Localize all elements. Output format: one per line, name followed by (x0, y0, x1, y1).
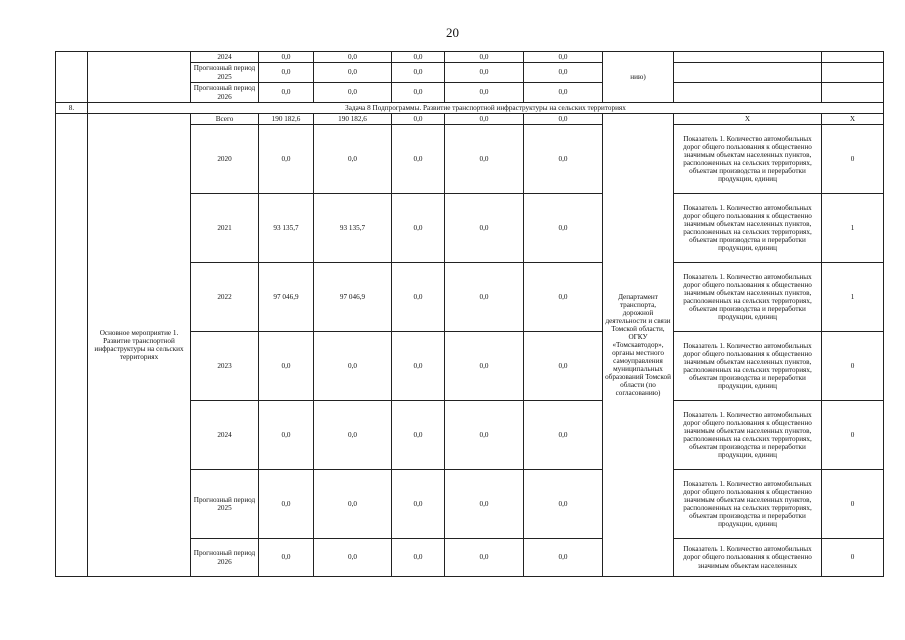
budget-cell: 0,0 (445, 194, 524, 263)
indicator-cell: Показатель 1. Количество автомобильных дорог общего пользования к общественно значимым объектам населенных пунктов, расположенных на сельских территориях, объектам производства и переработки продукции, единиц (674, 470, 822, 539)
budget-cell: 93 135,7 (314, 194, 392, 263)
budget-cell: 0,0 (445, 332, 524, 401)
indicator-value-cell: 0 (822, 470, 884, 539)
budget-cell: 0,0 (524, 332, 603, 401)
budget-cell: 0,0 (314, 539, 392, 577)
budget-cell: 0,0 (392, 263, 445, 332)
number-cell (56, 114, 88, 577)
year-cell: 2024 (191, 401, 259, 470)
indicator-cell: Показатель 1. Количество автомобильных дорог общего пользования к общественно значимым объектам населенных (674, 539, 822, 577)
number-cell (56, 52, 88, 103)
total-cell: 0,0 (259, 63, 314, 83)
indicator-value-cell: X (822, 114, 884, 125)
budget-cell: 0,0 (314, 332, 392, 401)
activity-name: Основное мероприятие 1. Развитие транспортной инфраструктуры на сельских территориях (88, 114, 191, 577)
budget-cell: 0,0 (314, 470, 392, 539)
indicator-value-cell: 1 (822, 194, 884, 263)
year-cell: 2024 (191, 52, 259, 63)
budget-cell: 0,0 (392, 401, 445, 470)
budget-cell: 97 046,9 (314, 263, 392, 332)
budget-cell: 0,0 (392, 194, 445, 263)
total-cell: 0,0 (259, 125, 314, 194)
budget-cell: 0,0 (445, 539, 524, 577)
total-cell: 93 135,7 (259, 194, 314, 263)
program-table (55, 51, 884, 577)
indicator-value-cell: 0 (822, 332, 884, 401)
budget-cell: 0,0 (392, 125, 445, 194)
indicator-value-cell: 1 (822, 263, 884, 332)
indicator-value-cell: 0 (822, 539, 884, 577)
executor-cell: Департамент транспорта, дорожной деятельности и связи Томской области, ОГКУ «Томскавтодор», органы местного самоуправления муниципальных образований Томской области (по согласованию) (603, 114, 674, 577)
total-cell: 0,0 (259, 332, 314, 401)
budget-cell: 0,0 (524, 263, 603, 332)
total-cell: 0,0 (259, 83, 314, 103)
total-cell: 0,0 (259, 539, 314, 577)
budget-cell: 0,0 (445, 401, 524, 470)
year-cell: Всего (191, 114, 259, 125)
budget-cell: 0,0 (314, 125, 392, 194)
budget-cell: 0,0 (445, 83, 524, 103)
indicator-cell (674, 52, 822, 63)
indicator-value-cell: 0 (822, 125, 884, 194)
indicator-cell: Показатель 1. Количество автомобильных дорог общего пользования к общественно значимым объектам населенных пунктов, расположенных на сельских территориях, объектам производства и переработки продукции, единиц (674, 194, 822, 263)
year-cell: 2023 (191, 332, 259, 401)
budget-cell: 0,0 (314, 52, 392, 63)
budget-cell: 0,0 (524, 470, 603, 539)
budget-cell: 0,0 (445, 263, 524, 332)
budget-cell: 0,0 (524, 83, 603, 103)
year-cell: 2021 (191, 194, 259, 263)
budget-cell: 0,0 (524, 194, 603, 263)
total-cell: 0,0 (259, 401, 314, 470)
budget-cell: 0,0 (445, 125, 524, 194)
total-cell: 0,0 (259, 52, 314, 63)
indicator-cell (674, 63, 822, 83)
indicator-value-cell (822, 52, 884, 63)
budget-cell: 0,0 (524, 125, 603, 194)
budget-cell: 0,0 (524, 52, 603, 63)
budget-cell: 0,0 (524, 539, 603, 577)
indicator-cell: Показатель 1. Количество автомобильных дорог общего пользования к общественно значимым объектам населенных пунктов, расположенных на сельских территориях, объектам производства и переработки продукции, единиц (674, 332, 822, 401)
indicator-cell: Показатель 1. Количество автомобильных дорог общего пользования к общественно значимым объектам населенных пунктов, расположенных на сельских территориях, объектам производства и переработки продукции, единиц (674, 263, 822, 332)
total-cell: 190 182,6 (259, 114, 314, 125)
indicator-value-cell (822, 83, 884, 103)
budget-cell: 0,0 (392, 52, 445, 63)
budget-cell: 0,0 (392, 332, 445, 401)
task-title: Задача 8 Подпрограммы. Развитие транспортной инфраструктуры на сельских территориях (88, 103, 884, 114)
budget-cell: 0,0 (314, 83, 392, 103)
task-row (56, 103, 884, 114)
year-cell: Прогнозный период 2025 (191, 470, 259, 539)
budget-cell: 0,0 (524, 114, 603, 125)
budget-cell: 0,0 (524, 63, 603, 83)
total-cell: 0,0 (259, 470, 314, 539)
total-cell: 97 046,9 (259, 263, 314, 332)
task-number: 8. (56, 103, 88, 114)
year-cell: Прогнозный период 2025 (191, 63, 259, 83)
indicator-value-cell: 0 (822, 401, 884, 470)
indicator-cell: Показатель 1. Количество автомобильных дорог общего пользования к общественно значимым объектам населенных пунктов, расположенных на сельских территориях, объектам производства и переработки продукции, единиц (674, 401, 822, 470)
table-row (56, 52, 884, 63)
budget-cell: 0,0 (392, 114, 445, 125)
year-cell: 2020 (191, 125, 259, 194)
budget-cell: 0,0 (445, 114, 524, 125)
budget-cell: 0,0 (392, 63, 445, 83)
indicator-cell: X (674, 114, 822, 125)
indicator-value-cell (822, 63, 884, 83)
name-cell (88, 52, 191, 103)
indicator-cell (674, 83, 822, 103)
table-row (56, 114, 884, 125)
budget-cell: 0,0 (445, 63, 524, 83)
budget-cell: 190 182,6 (314, 114, 392, 125)
year-cell: 2022 (191, 263, 259, 332)
budget-cell: 0,0 (445, 52, 524, 63)
year-cell: Прогнозный период 2026 (191, 83, 259, 103)
page-number: 20 (446, 25, 459, 40)
year-cell: Прогнозный период 2026 (191, 539, 259, 577)
budget-cell: 0,0 (392, 83, 445, 103)
executor-cell: нию) (603, 52, 674, 103)
budget-cell: 0,0 (392, 470, 445, 539)
budget-cell: 0,0 (314, 401, 392, 470)
indicator-cell: Показатель 1. Количество автомобильных дорог общего пользования к общественно значимым объектам населенных пунктов, расположенных на сельских территориях, объектам производства и переработки продукции, единиц (674, 125, 822, 194)
budget-cell: 0,0 (445, 470, 524, 539)
budget-cell: 0,0 (314, 63, 392, 83)
budget-cell: 0,0 (524, 401, 603, 470)
budget-cell: 0,0 (392, 539, 445, 577)
